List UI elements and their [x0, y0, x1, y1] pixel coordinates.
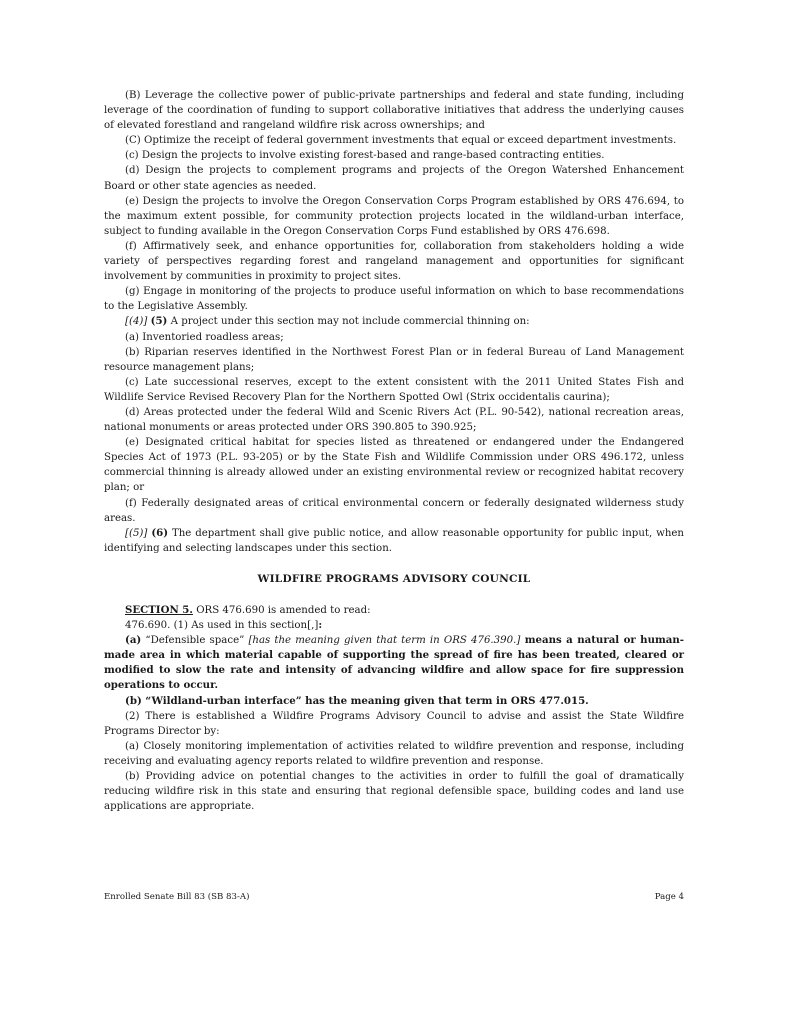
- deleted-number: [(4)]: [125, 316, 148, 328]
- footer-page-number: Page 4: [654, 892, 684, 902]
- paragraph-e-conservation-corps: (e) Design the projects to involve the Oregon Conservation Corps Program established by ORS 476.694, to the maximum extent possible, for community protection projects located in the wildland-urban interface, subject to funding available in the Oregon Conservation Corps Fund established by ORS 476.698.: [104, 195, 684, 237]
- paragraph-2-council: (2) There is established a Wildfire Programs Advisory Council to advise and assist the State Wildfire Programs Director by:: [104, 710, 684, 737]
- section-heading: WILDFIRE PROGRAMS ADVISORY COUNCIL: [257, 572, 531, 585]
- paragraph-a-roadless: (a) Inventoried roadless areas;: [125, 331, 284, 343]
- paragraph-f-wilderness: (f) Federally designated areas of critical environmental concern or federally designated wilderness study areas.: [104, 497, 684, 524]
- paragraph-d-wild-scenic: (d) Areas protected under the federal Wild and Scenic Rivers Act (P.L. 90-542), national recreation areas, national monuments or areas protected under ORS 390.805 to 390.925;: [104, 406, 684, 434]
- subsection-5: [104, 314, 684, 329]
- paragraph-g-monitoring: (g) Engage in monitoring of the projects to produce useful information on which to base recommendations to the Legislative Assembly.: [104, 286, 684, 313]
- added-number: (5): [150, 315, 168, 328]
- def-a-label: (a): [125, 634, 142, 647]
- paragraph-b-advice: (b) Providing advice on potential changes to the activities in order to fulfill the goal of dramatically reducing wildfire risk in this state and ensuring that regional defensible space, building codes and land use applications are appropriate.: [104, 771, 684, 813]
- paragraph-d-complement: (d) Design the projects to complement programs and projects of the Oregon Watershed Enhancement Board or other state agencies as needed.: [104, 165, 684, 192]
- section-5-text: ORS 476.690 is amended to read:: [192, 605, 371, 616]
- definition-wildland-urban: [104, 694, 684, 709]
- subsection-5-text: A project under this section may not include commercial thinning on:: [167, 316, 530, 328]
- def-b-added: (b) “Wildland-urban interface” has the meaning given that term in ORS 477.015.: [125, 694, 589, 707]
- definition-defensible-space: [104, 633, 684, 693]
- paragraph-b-leverage: (B) Leverage the collective power of public-private partnerships and federal and state funding, including leverage of the coordination of funding to support collaborative initiatives that address the underlying causes of elevated forestland and rangeland wildfire risk across ownerships; and: [104, 90, 684, 132]
- section-5-line2: [104, 618, 684, 633]
- paragraph-a-monitoring: (a) Closely monitoring implementation of activities related to wildfire prevention and response, including receiving and evaluating agency reports related to wildfire prevention and response.: [104, 740, 684, 767]
- page-footer: [104, 892, 684, 902]
- paragraph-e-critical-habitat: (e) Designated critical habitat for species listed as threatened or endangered under the Endangered Species Act of 1973 (P.L. 93-205) or by the State Fish and Wildlife Commission under ORS 496.172, unless commercial thinning is already allowed under an existing environmental review or recognized habitat recovery plan; or: [104, 437, 684, 494]
- line2-start: 476.690. (1) As used in this section[,]: [125, 620, 319, 632]
- document-page: [104, 88, 684, 814]
- paragraph-f-stakeholders: (f) Affirmatively seek, and enhance opportunities for, collaboration from stakeholders holding a wide variety of perspectives regarding forest and rangeland management and opportunities for significant involvement by communities in proximity to project sites.: [104, 240, 684, 283]
- paragraph-c-optimize: (C) Optimize the receipt of federal government investments that equal or exceed department investments.: [125, 135, 677, 147]
- paragraph-c-late-successional: (c) Late successional reserves, except to the extent consistent with the 2011 United States Fish and Wildlife Service Revised Recovery Plan for the Northern Spotted Owl (Strix occidentalis caurina);: [104, 376, 684, 403]
- subsection-6-text: The department shall give public notice, and allow reasonable opportunity for public input, when identifying and selecting landscapes under this section.: [104, 527, 684, 554]
- paragraph-c-contracting: (c) Design the projects to involve existing forest-based and range-based contracting entities.: [125, 150, 605, 162]
- added-number: (6): [151, 526, 169, 539]
- footer-bill-name: Enrolled Senate Bill 83 (SB 83-A): [104, 892, 250, 902]
- def-a-added: means a natural or human-made area in which material capable of supporting the spread of fire has been treated, cleared or modified to slow the rate and intensity of advancing wildfire and allow space for fire suppression operations to occur.: [104, 634, 685, 692]
- def-a-deleted: [has the meaning given that term in ORS 476.390.]: [248, 635, 521, 647]
- deleted-number: [(5)]: [125, 527, 148, 539]
- paragraph-b-riparian: (b) Riparian reserves identified in the Northwest Forest Plan or in federal Bureau of Land Management resource management plans;: [104, 346, 684, 373]
- def-a-term: “Defensible space”: [141, 635, 249, 647]
- section-5-intro: [104, 603, 684, 618]
- section-label: SECTION 5.: [125, 604, 193, 616]
- subsection-6: [104, 526, 684, 556]
- line2-colon: :: [318, 619, 323, 632]
